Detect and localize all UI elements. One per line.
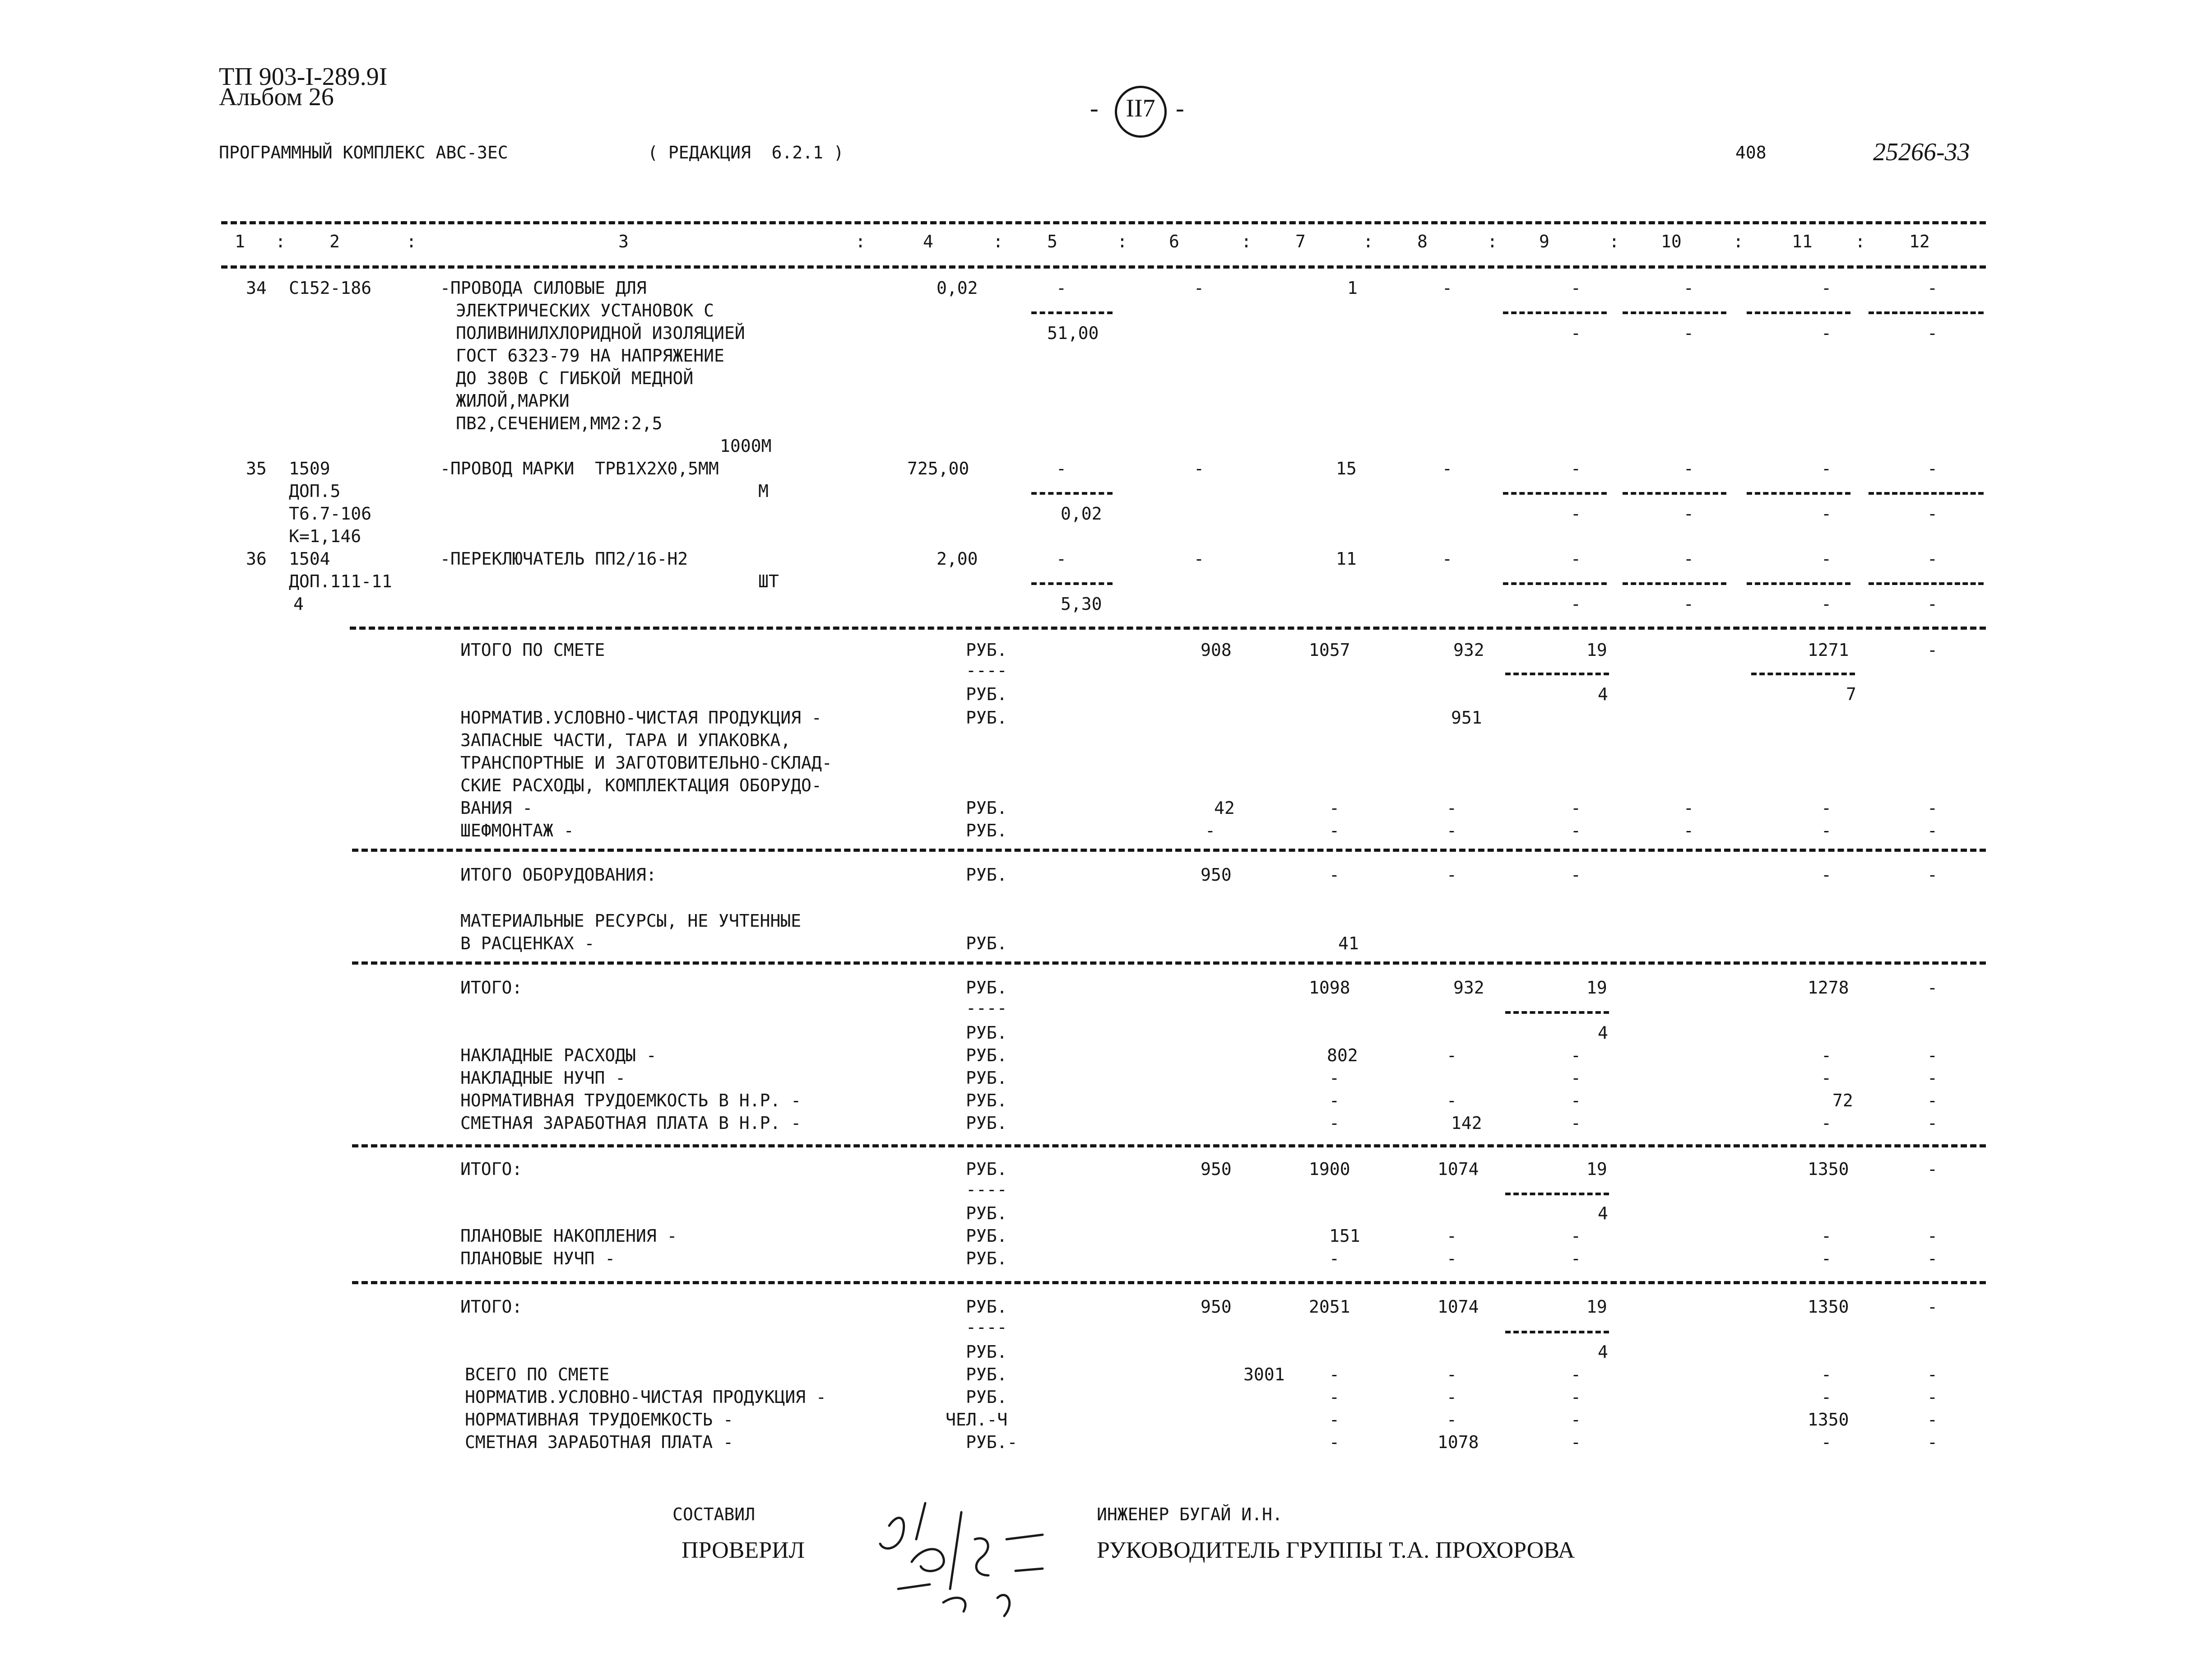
column-header: 6	[1169, 232, 1179, 251]
column-separator: :	[1733, 232, 1744, 251]
summary-dash: -	[1571, 1068, 1581, 1088]
item-c12: -	[1927, 323, 1938, 343]
summary-c12: -	[1927, 978, 1938, 998]
fraction-rule	[1751, 673, 1855, 675]
summary-c12: -	[1927, 640, 1938, 660]
column-header: 12	[1909, 232, 1930, 251]
summary-c7: 802	[1327, 1045, 1358, 1065]
summary-unit: РУБ.	[966, 1249, 1007, 1268]
summary-dash: -	[1927, 1226, 1938, 1246]
item-code: ДОП.5	[289, 481, 341, 501]
summary-dash: -	[1329, 798, 1340, 818]
summary-unit: РУБ.	[966, 1387, 1007, 1407]
summary-label: МАТЕРИАЛЬНЫЕ РЕСУРСЫ, НЕ УЧТЕННЫЕ	[460, 911, 801, 931]
checked-label: ПРОВЕРИЛ	[682, 1537, 805, 1563]
summary-unit: РУБ.	[966, 1203, 1007, 1223]
summary-c6: 950	[1201, 865, 1232, 885]
summary-dash: -	[1571, 821, 1581, 840]
item-c9: -	[1571, 504, 1581, 524]
summary-c11: 1278	[1808, 978, 1849, 998]
fraction-rule	[1869, 582, 1984, 585]
item-c10: -	[1683, 323, 1694, 343]
summary-c9: 19	[1586, 1159, 1607, 1179]
item-c9: -	[1571, 549, 1581, 569]
summary-c8: 932	[1453, 640, 1484, 660]
summary-unit: РУБ.	[966, 1045, 1007, 1065]
item-c9: -	[1571, 459, 1581, 478]
item-description: ГОСТ 6323-79 НА НАПРЯЖЕНИЕ	[456, 346, 724, 366]
fraction-rule	[1747, 311, 1850, 314]
summary-c9: 19	[1586, 978, 1607, 998]
summary-dash: -	[1571, 1091, 1581, 1110]
summary-dash: -	[1447, 1387, 1457, 1407]
item-c5: -	[1056, 459, 1067, 478]
summary-dash: -	[1821, 1365, 1832, 1384]
summary-dash: -	[1927, 1068, 1938, 1088]
summary-c11: 7	[1846, 684, 1856, 704]
column-header: 4	[923, 232, 933, 251]
summary-c9: 19	[1586, 1297, 1607, 1317]
item-c12: -	[1927, 278, 1938, 298]
item-c5-value: 5,30	[1061, 594, 1102, 614]
summary-dash: -	[1571, 1249, 1581, 1268]
item-unit: 1000М	[720, 436, 772, 456]
summary-dash: -	[1821, 1249, 1832, 1268]
checked-by: РУКОВОДИТЕЛЬ ГРУППЫ Т.А. ПРОХОРОВА	[1097, 1537, 1575, 1563]
column-header: 5	[1047, 232, 1057, 251]
column-header: 3	[618, 232, 629, 251]
summary-dash: -	[1927, 865, 1938, 885]
document-code: ТП 903-I-289.9I	[219, 63, 388, 91]
fraction-rule	[1503, 582, 1607, 585]
program-edition: ( РЕДАКЦИЯ 6.2.1 )	[648, 143, 844, 163]
summary-c11: 1271	[1808, 640, 1849, 660]
summary-dash: -	[1927, 821, 1938, 840]
summary-unit: РУБ.	[966, 821, 1007, 840]
column-separator: :	[406, 232, 417, 251]
section-rule	[352, 849, 1986, 852]
item-c9: -	[1571, 594, 1581, 614]
summary-c7: 41	[1338, 933, 1359, 953]
fraction-rule	[1505, 1193, 1609, 1195]
item-c7: 1	[1347, 278, 1358, 298]
summary-label: НОРМАТИВНАЯ ТРУДОЕМКОСТЬ -	[465, 1410, 733, 1430]
item-c11: -	[1821, 459, 1832, 478]
album-label: Альбом 26	[219, 83, 334, 111]
item-c8: -	[1442, 278, 1452, 298]
section-rule	[352, 961, 1986, 965]
summary-dash: ----	[966, 660, 1007, 680]
item-quantity: 725,00	[907, 459, 969, 478]
summary-label: СМЕТНАЯ ЗАРАБОТНАЯ ПЛАТА -	[465, 1432, 733, 1452]
item-c10: -	[1683, 549, 1694, 569]
summary-dash: -	[1821, 798, 1832, 818]
column-header: 11	[1792, 232, 1813, 251]
summary-c7: 1098	[1309, 978, 1350, 998]
summary-dash: -	[1927, 1249, 1938, 1268]
summary-dash: -	[1927, 1091, 1938, 1110]
column-separator: :	[855, 232, 866, 251]
item-c12: -	[1927, 504, 1938, 524]
summary-dash: -	[1821, 865, 1832, 885]
page-number: II7	[1126, 94, 1155, 122]
item-number: 35	[246, 459, 267, 478]
summary-c8: 951	[1451, 708, 1482, 728]
summary-c8: 1074	[1438, 1159, 1479, 1179]
summary-unit: РУБ.	[966, 684, 1007, 704]
summary-dash: -	[1927, 1113, 1938, 1133]
item-unit: М	[758, 481, 769, 501]
summary-label: ИТОГО ОБОРУДОВАНИЯ:	[460, 865, 657, 885]
item-code: Т6.7-106	[289, 504, 372, 524]
item-c10: -	[1683, 594, 1694, 614]
summary-dash: -	[1927, 1432, 1938, 1452]
summary-dash: ----	[966, 998, 1007, 1018]
fraction-rule	[1505, 673, 1609, 675]
item-description: -ПЕРЕКЛЮЧАТЕЛЬ ПП2/16-Н2	[440, 549, 688, 569]
summary-label: НОРМАТИВ.УСЛОВНО-ЧИСТАЯ ПРОДУКЦИЯ -	[460, 708, 822, 728]
summary-c12: -	[1927, 1297, 1938, 1317]
summary-label: НОРМАТИВ.УСЛОВНО-ЧИСТАЯ ПРОДУКЦИЯ -	[465, 1387, 826, 1407]
summary-dash: -	[1571, 1045, 1581, 1065]
item-code: 4	[293, 594, 304, 614]
fraction-rule	[1503, 492, 1607, 495]
page-dash-left: -	[1090, 94, 1099, 122]
page-dash-right: -	[1176, 94, 1184, 122]
item-c6: -	[1194, 278, 1204, 298]
summary-c8: 1074	[1438, 1297, 1479, 1317]
summary-c7: 2051	[1309, 1297, 1350, 1317]
fraction-rule	[1869, 311, 1984, 314]
summary-label: ВАНИЯ -	[460, 798, 533, 818]
header-bottom-rule	[221, 265, 1986, 269]
summary-dash: -	[1927, 798, 1938, 818]
fraction-rule	[1505, 1011, 1609, 1014]
column-separator: :	[275, 232, 286, 251]
summary-c9: 4	[1598, 1203, 1608, 1223]
summary-dash: -	[1447, 821, 1457, 840]
summary-dash: -	[1821, 821, 1832, 840]
summary-label: СКИЕ РАСХОДЫ, КОМПЛЕКТАЦИЯ ОБОРУДО-	[460, 775, 822, 795]
summary-dash: -	[1821, 1068, 1832, 1088]
summary-c8: 1078	[1438, 1432, 1479, 1452]
summary-unit: РУБ.	[966, 1068, 1007, 1088]
summary-c12: -	[1927, 1159, 1938, 1179]
summary-unit: РУБ.	[966, 1297, 1007, 1317]
summary-dash: -	[1329, 865, 1340, 885]
fraction-rule	[1505, 1331, 1609, 1333]
summary-c9: 19	[1586, 640, 1607, 660]
summary-label: ВСЕГО ПО СМЕТЕ	[465, 1365, 610, 1384]
summary-c11: 1350	[1808, 1297, 1849, 1317]
item-c12: -	[1927, 459, 1938, 478]
summary-dash: -	[1329, 1410, 1340, 1430]
summary-c6: 950	[1201, 1159, 1232, 1179]
item-code: 1504	[289, 549, 330, 569]
summary-unit: РУБ.	[966, 640, 1007, 660]
item-c10: -	[1683, 459, 1694, 478]
item-c11: -	[1821, 549, 1832, 569]
item-description: ПВ2,СЕЧЕНИЕМ,ММ2:2,5	[456, 413, 663, 433]
summary-dash: -	[1927, 1365, 1938, 1384]
summary-label: НАКЛАДНЫЕ РАСХОДЫ -	[460, 1045, 657, 1065]
item-number: 34	[246, 278, 267, 298]
summary-label: ТРАНСПОРТНЫЕ И ЗАГОТОВИТЕЛЬНО-СКЛАД-	[460, 753, 832, 773]
summary-unit: РУБ.	[966, 1159, 1007, 1179]
summary-dash: -	[1447, 798, 1457, 818]
summary-dash: -	[1821, 1045, 1832, 1065]
fraction-rule	[1623, 582, 1726, 585]
summary-dash: -	[1447, 1410, 1457, 1430]
summary-dash: -	[1447, 1226, 1457, 1246]
fraction-rule	[1869, 492, 1984, 495]
column-separator: :	[1855, 232, 1865, 251]
item-c7: 11	[1336, 549, 1357, 569]
summary-unit: РУБ.	[966, 978, 1007, 998]
summary-unit: РУБ.	[966, 1226, 1007, 1246]
summary-unit: РУБ.	[966, 798, 1007, 818]
summary-unit: РУБ.	[966, 1023, 1007, 1043]
summary-dash: -	[1927, 1045, 1938, 1065]
summary-c7: 1057	[1309, 640, 1350, 660]
summary-dash: -	[1683, 798, 1694, 818]
summary-c6: 908	[1201, 640, 1232, 660]
summary-label: ЗАПАСНЫЕ ЧАСТИ, ТАРА И УПАКОВКА,	[460, 730, 791, 750]
summary-label: ИТОГО ПО СМЕТЕ	[460, 640, 605, 660]
column-separator: :	[1609, 232, 1619, 251]
summary-dash: -	[1329, 1091, 1340, 1110]
item-description: ПОЛИВИНИЛХЛОРИДНОЙ ИЗОЛЯЦИЕЙ	[456, 323, 745, 343]
item-c8: -	[1442, 459, 1452, 478]
item-c9: -	[1571, 278, 1581, 298]
document-number: 25266-33	[1873, 138, 1970, 166]
items-end-rule	[350, 627, 1986, 630]
summary-dash: -	[1329, 1113, 1340, 1133]
fraction-rule	[1623, 311, 1726, 314]
summary-c11: 1350	[1808, 1159, 1849, 1179]
summary-c7: 151	[1329, 1226, 1360, 1246]
summary-dash: -	[1447, 1365, 1457, 1384]
summary-c6: 42	[1214, 798, 1235, 818]
summary-unit: ЧЕЛ.-Ч	[946, 1410, 1008, 1430]
fraction-rule	[1031, 311, 1113, 314]
summary-c7: 1900	[1309, 1159, 1350, 1179]
summary-dash: -	[1927, 1410, 1938, 1430]
item-description: ЭЛЕКТРИЧЕСКИХ УСТАНОВОК С	[456, 301, 714, 320]
item-c11: -	[1821, 504, 1832, 524]
summary-dash: -	[1329, 1387, 1340, 1407]
item-description: -ПРОВОД МАРКИ ТРВ1Х2Х0,5ММ	[440, 459, 719, 478]
summary-dash: -	[1571, 1365, 1581, 1384]
summary-label: В РАСЦЕНКАХ -	[460, 933, 595, 953]
summary-label: НОРМАТИВНАЯ ТРУДОЕМКОСТЬ В Н.Р. -	[460, 1091, 801, 1110]
column-separator: :	[1363, 232, 1373, 251]
summary-unit: РУБ.-	[966, 1432, 1018, 1452]
column-separator: :	[1241, 232, 1252, 251]
item-unit: ШТ	[758, 571, 779, 591]
item-code: С152-186	[289, 278, 372, 298]
summary-unit: РУБ.	[966, 1113, 1007, 1133]
summary-dash: -	[1447, 1091, 1457, 1110]
summary-dash: ----	[966, 1179, 1007, 1199]
summary-dash: -	[1571, 1113, 1581, 1133]
summary-c8: 932	[1453, 978, 1484, 998]
item-c11: -	[1821, 323, 1832, 343]
fraction-rule	[1623, 492, 1726, 495]
summary-unit: РУБ.	[966, 1365, 1007, 1384]
section-rule	[352, 1144, 1986, 1147]
summary-c9: 4	[1598, 684, 1608, 704]
summary-dash: -	[1571, 1226, 1581, 1246]
fraction-rule	[1031, 582, 1113, 585]
summary-dash: -	[1329, 1249, 1340, 1268]
summary-label: ПЛАНОВЫЕ НАКОПЛЕНИЯ -	[460, 1226, 677, 1246]
summary-label: ИТОГО:	[460, 1297, 523, 1317]
summary-label: ИТОГО:	[460, 1159, 523, 1179]
summary-dash: -	[1571, 798, 1581, 818]
summary-unit: РУБ.	[966, 708, 1007, 728]
summary-unit: РУБ.	[966, 933, 1007, 953]
column-header: 9	[1539, 232, 1549, 251]
summary-label: ПЛАНОВЫЕ НУЧП -	[460, 1249, 616, 1268]
summary-label: ИТОГО:	[460, 978, 523, 998]
item-number: 36	[246, 549, 267, 569]
summary-c6: 950	[1201, 1297, 1232, 1317]
summary-dash: -	[1447, 1045, 1457, 1065]
fraction-rule	[1747, 492, 1850, 495]
item-quantity: 0,02	[937, 278, 978, 298]
column-header: 2	[329, 232, 340, 251]
summary-dash: ----	[966, 1317, 1007, 1337]
summary-c6: 3001	[1243, 1365, 1285, 1384]
summary-dash: -	[1329, 1068, 1340, 1088]
summary-dash: -	[1927, 1387, 1938, 1407]
section-rule	[352, 1281, 1986, 1284]
item-code: 1509	[289, 459, 330, 478]
item-c12: -	[1927, 594, 1938, 614]
summary-dash: -	[1205, 821, 1215, 840]
item-c5: -	[1056, 278, 1067, 298]
summary-dash: -	[1683, 821, 1694, 840]
item-c12: -	[1927, 549, 1938, 569]
column-separator: :	[1487, 232, 1498, 251]
item-description: -ПРОВОДА СИЛОВЫЕ ДЛЯ	[440, 278, 647, 298]
summary-unit: РУБ.	[966, 1091, 1007, 1110]
summary-dash: -	[1329, 821, 1340, 840]
summary-label: СМЕТНАЯ ЗАРАБОТНАЯ ПЛАТА В Н.Р. -	[460, 1113, 801, 1133]
summary-dash: -	[1571, 1410, 1581, 1430]
item-c9: -	[1571, 323, 1581, 343]
item-quantity: 2,00	[937, 549, 978, 569]
summary-c11: 1350	[1808, 1410, 1849, 1430]
column-separator: :	[1117, 232, 1127, 251]
summary-dash: -	[1447, 865, 1457, 885]
table-top-rule	[221, 221, 1986, 224]
fraction-rule	[1747, 582, 1850, 585]
summary-dash: -	[1821, 1113, 1832, 1133]
item-c10: -	[1683, 278, 1694, 298]
column-header: 7	[1295, 232, 1306, 251]
item-code: ДОП.111-11	[289, 571, 392, 591]
summary-unit: РУБ.	[966, 865, 1007, 885]
fraction-rule	[1503, 311, 1607, 314]
item-c11: -	[1821, 278, 1832, 298]
item-c5-value: 0,02	[1061, 504, 1102, 524]
item-code: К=1,146	[289, 526, 362, 546]
item-c7: 15	[1336, 459, 1357, 478]
summary-unit: РУБ.	[966, 1342, 1007, 1362]
summary-label: ШЕФМОНТАЖ -	[460, 821, 574, 840]
summary-dash: -	[1821, 1387, 1832, 1407]
item-c6: -	[1194, 459, 1204, 478]
summary-c9: 4	[1598, 1023, 1608, 1043]
summary-dash: -	[1571, 1432, 1581, 1452]
summary-dash: -	[1571, 865, 1581, 885]
item-description: ДО 380В С ГИБКОЙ МЕДНОЙ	[456, 368, 694, 388]
summary-dash: -	[1571, 1387, 1581, 1407]
summary-dash: -	[1821, 1432, 1832, 1452]
column-header: 10	[1661, 232, 1682, 251]
summary-c8: 142	[1451, 1113, 1482, 1133]
column-header: 1	[235, 232, 245, 251]
column-separator: :	[993, 232, 1003, 251]
summary-dash: -	[1329, 1365, 1340, 1384]
summary-dash: -	[1447, 1249, 1457, 1268]
sheet-code: 408	[1735, 143, 1767, 163]
item-c11: -	[1821, 594, 1832, 614]
fraction-rule	[1031, 492, 1113, 495]
item-description: ЖИЛОЙ,МАРКИ	[456, 391, 570, 411]
summary-dash: -	[1821, 1226, 1832, 1246]
summary-dash: -	[1329, 1432, 1340, 1452]
summary-label: НАКЛАДНЫЕ НУЧП -	[460, 1068, 626, 1088]
summary-c9: 4	[1598, 1342, 1608, 1362]
summary-c11: 72	[1832, 1091, 1853, 1110]
item-c6: -	[1194, 549, 1204, 569]
program-title: ПРОГРАММНЫЙ КОМПЛЕКС АВС-3ЕС	[219, 143, 508, 163]
signature-mark	[871, 1485, 1061, 1630]
column-header: 8	[1417, 232, 1428, 251]
item-c10: -	[1683, 504, 1694, 524]
item-c5-value: 51,00	[1047, 323, 1099, 343]
item-c5: -	[1056, 549, 1067, 569]
item-c8: -	[1442, 549, 1452, 569]
composed-label: СОСТАВИЛ	[672, 1504, 756, 1524]
composed-by: ИНЖЕНЕР БУГАЙ И.Н.	[1097, 1504, 1283, 1524]
